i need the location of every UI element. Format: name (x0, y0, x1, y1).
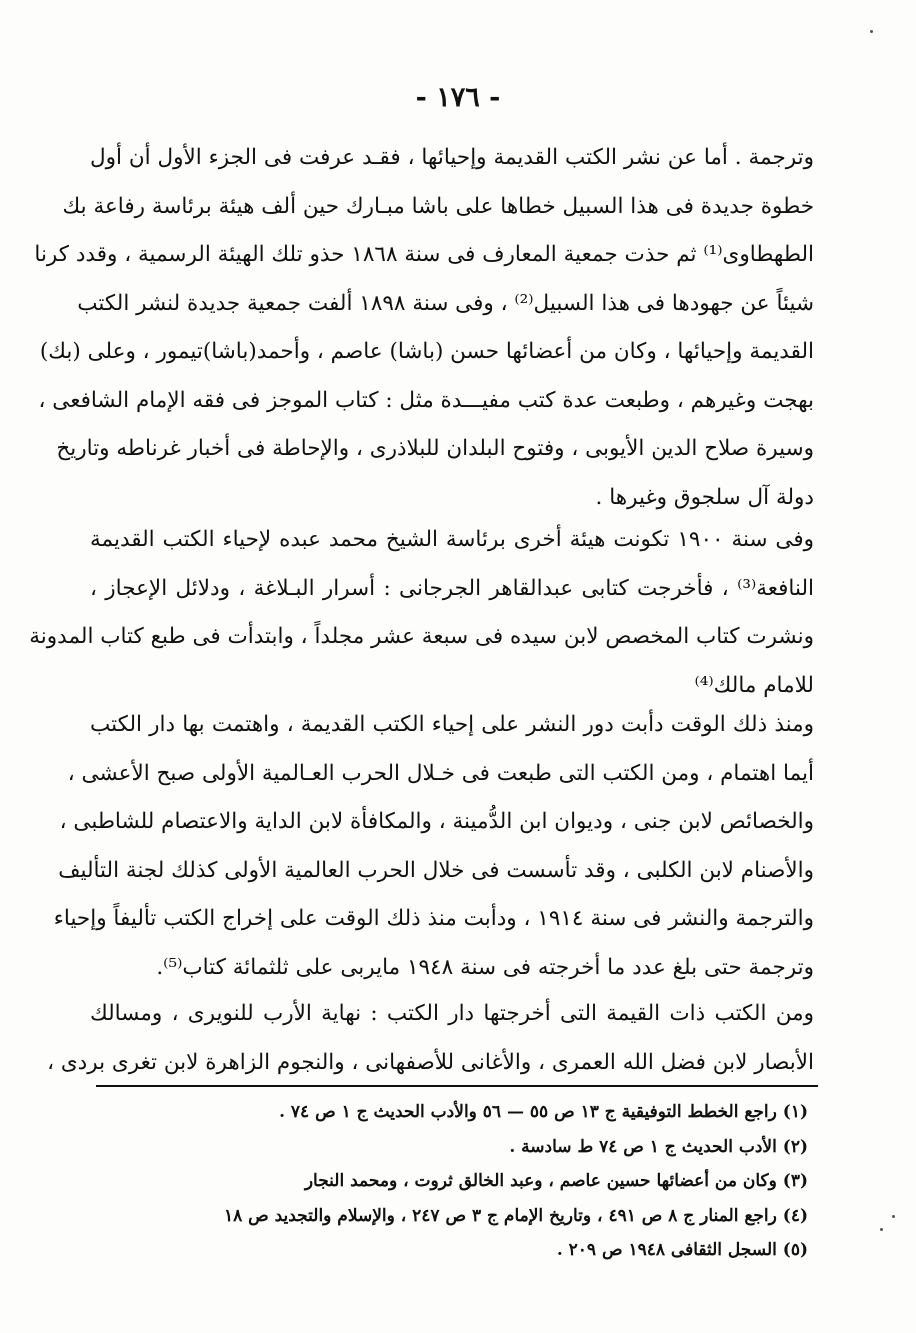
scan-speck (892, 1215, 895, 1218)
text-line: للامام مالك⁽⁴⁾ (694, 672, 814, 698)
text-line: وترجمة حتى بلغ عدد ما أخرجته فى سنة ١٩٤٨ مايربى على ثلثمائة كتاب⁽⁵⁾. (156, 954, 814, 980)
text-line: النافعة⁽³⁾ ، فأخرجت كتابى عبدالقاهر الجرجانى : أسرار البـلاغة ، ودلائل الإعجاز ، (90, 575, 814, 601)
text-line: الأبصار لابن فضل الله العمرى ، والأغانى للأصفهانى ، والنجوم الزاهرة لابن تغرى بردى ، (47, 1049, 814, 1075)
footnote-4: (٤) راجع المنار ج ٨ ص ٤٩١ ، وتاريخ الإمام ج ٣ ص ٢٤٧ ، والإسلام والتجديد ص ١٨ (223, 1205, 808, 1226)
footnote-2: (٢) الأدب الحديث ج ١ ص ٧٤ ط سادسة . (509, 1136, 808, 1157)
text-line: والترجمة والنشر فى سنة ١٩١٤ ، ودأبت منذ ذلك الوقت على إخراج الكتب تأليفاً وإحياء (53, 906, 814, 931)
footnote-divider (96, 1085, 818, 1087)
text-line: أيما اهتمام ، ومن الكتب التى طبعت فى خـلال الحرب العـالمية الأولى صبح الأعشى ، (67, 760, 814, 786)
footnote-3: (٣) وكان من أعضائها حسين عاصم ، وعبد الخالق ثروت ، ومحمد النجار (304, 1171, 808, 1191)
text-line: وسيرة صلاح الدين الأيوبى ، وفتوح البلدان للبلاذرى ، والإحاطة فى أخبار غرناطه وتاريخ (56, 436, 814, 461)
paragraph-4 (47, 990, 814, 1087)
footnote-1: (١) راجع الخطط التوفيقية ج ١٣ ص ٥٥ — ٥٦ والأدب الحديث ج ١ ص ٧٤ . (279, 1102, 808, 1122)
text-line: ومنذ ذلك الوقت دأبت دور النشر على إحياء الكتب القديمة ، واهتمت بها دار الكتب (90, 712, 814, 737)
paragraph-1 (34, 134, 814, 522)
scan-speck (880, 1228, 883, 1231)
text-line: والأصنام لابن الكلبى ، وقد تأسست فى خلال الحرب العالمية الأولى كذلك لجنة التأليف (58, 857, 814, 883)
scan-speck (870, 30, 873, 33)
text-line: الطهطاوى⁽¹⁾ ثم حذت جمعية المعارف فى سنة ١٨٦٨ حذو تلك الهيئة الرسمية ، وقدد كرنا (34, 242, 814, 267)
paragraph-3 (53, 701, 814, 992)
text-line: ونشرت كتاب المخصص لابن سيده فى سبعة عشر مجلداً ، وابتدأت فى طبع كتاب المدونة (29, 624, 814, 649)
text-line: خطوة جديدة فى هذا السبيل خطاها على باشا مبـارك حين ألف هيئة برئاسة رفاعة بك (62, 193, 814, 219)
paragraph-2 (29, 516, 814, 710)
text-line: القديمة وإحيائها ، وكان من أعضائها حسن (باشا) عاصم ، وأحمد(باشا)تيمور ، وعلى (بك) (39, 339, 814, 364)
text-line: دولة آل سلجوق وغيرها . (595, 484, 814, 510)
text-line: وفى سنة ١٩٠٠ تكونت هيئة أخرى برئاسة الشيخ محمد عبده لإحياء الكتب القديمة (90, 527, 814, 552)
text-line: بهجت وغيرهم ، وطبعت عدة كتب مفيـــدة مثل : كتاب الموجز فى فقه الإمام الشافعى ، (38, 387, 814, 413)
footnote-5: (٥) السجل الثقافى ١٩٤٨ ص ٢٠٩ . (556, 1240, 808, 1260)
footnotes (90, 1095, 808, 1268)
page-number: - ١٧٦ - (415, 82, 501, 113)
text-line: ومن الكتب ذات القيمة التى أخرجتها دار الكتب : نهاية الأرب للنويرى ، ومسالك (90, 1001, 814, 1026)
text-line: والخصائص لابن جنى ، وديوان ابن الدُّمينة ، والمكافأة لابن الداية والاعتصام للشاطبى ، (59, 809, 814, 834)
text-line: وترجمة . أما عن نشر الكتب القديمة وإحيائها ، فقـد عرفت فى الجزء الأول أن أول (90, 145, 814, 170)
text-line: شيئاً عن جهودها فى هذا السبيل⁽²⁾ ، وفى سنة ١٨٩٨ ألفت جمعية جديدة لنشر الكتب (77, 290, 814, 316)
